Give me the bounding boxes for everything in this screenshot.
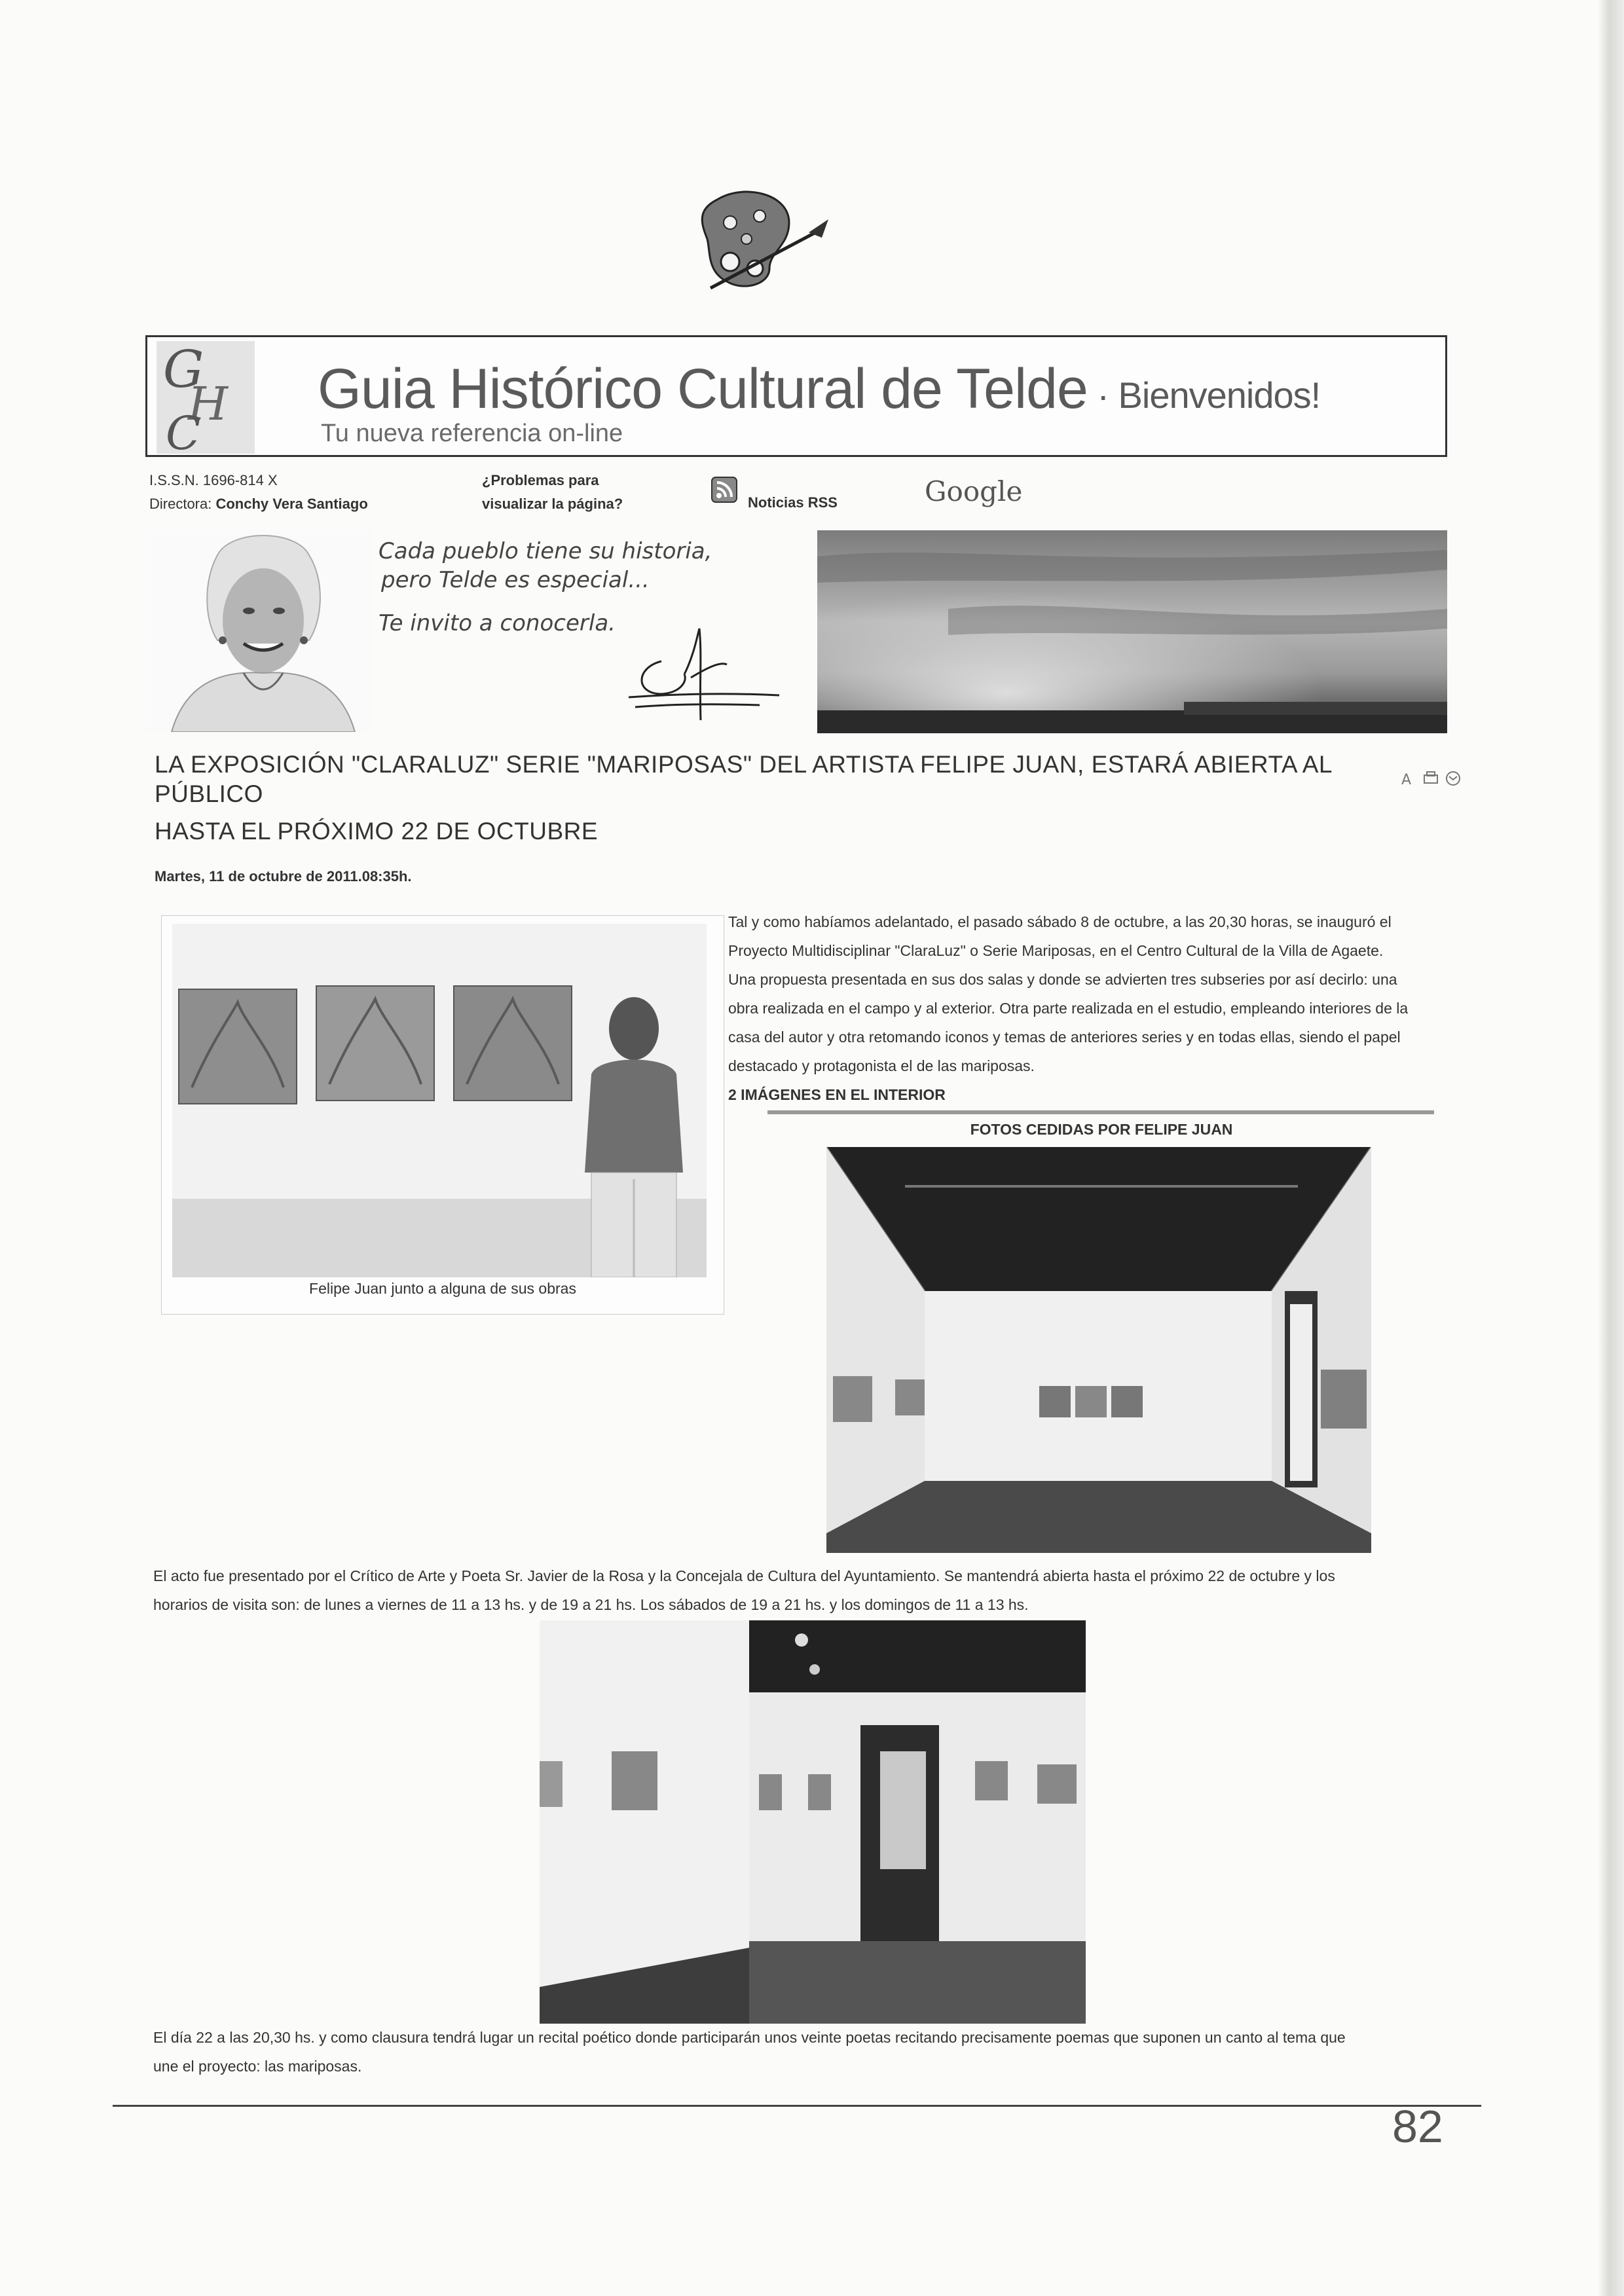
svg-text:G: G: [163, 341, 204, 399]
gallery-interior-photo: [540, 1620, 1086, 2024]
article-headline: [155, 750, 1399, 846]
rss-icon[interactable]: [711, 477, 737, 503]
artist-photo: [172, 924, 707, 1277]
site-subtitle: Tu nueva referencia on-line: [321, 420, 623, 447]
page-bottom-rule: [113, 2105, 1481, 2107]
email-icon[interactable]: [1445, 770, 1462, 787]
photos-credit: FOTOS CEDIDAS POR FELIPE JUAN: [970, 1121, 1233, 1138]
site-title-text: Guia Histórico Cultural de Telde: [318, 357, 1088, 420]
headline-line-2: PÚBLICO: [155, 780, 263, 807]
site-greeting: [1088, 374, 1320, 416]
rss-link[interactable]: Noticias RSS: [748, 494, 838, 511]
schedule-line: horarios de visita son: de lunes a viernes de 11 a 13 hs. y de 19 a 21 hs. Los sábados de 19 a 21 hs. y los domingos de 11 a 13 hs.: [153, 1596, 1029, 1613]
headline-line-3: HASTA EL PRÓXIMO 22 DE OCTUBRE: [155, 818, 599, 845]
intro-line: obra realizada en el campo y al exterior. Otra parte realizada en el estudio, empleando interiores de la: [728, 1000, 1409, 1017]
ghc-logo-icon: [157, 341, 255, 454]
artist-photo-frame: [161, 915, 724, 1315]
slogan-line-1: Cada pueblo tiene su historia,: [378, 538, 712, 564]
closing-line: une el proyecto: las mariposas.: [153, 2058, 362, 2075]
director-name: Conchy Vera Santiago: [215, 496, 368, 512]
font-size-icon[interactable]: [1400, 770, 1417, 787]
article-date: Martes, 11 de octubre de 2011.08:35h.: [155, 868, 412, 884]
article-intro: [728, 907, 1475, 1109]
issn: I.S.S.N. 1696-814 X: [149, 472, 278, 488]
intro-line: Tal y como habíamos adelantado, el pasado sábado 8 de octubre, a las 20,30 horas, se inauguró el: [728, 913, 1392, 930]
display-problems-link[interactable]: [482, 469, 623, 516]
section-divider: [767, 1110, 1434, 1114]
intro-line: destacado y protagonista el de las mariposas.: [728, 1057, 1035, 1074]
article-tools: [1400, 770, 1462, 787]
scan-edge-shadow: [1598, 0, 1624, 2296]
print-icon[interactable]: [1422, 770, 1439, 787]
site-title: [318, 357, 1320, 422]
svg-text:H: H: [188, 377, 229, 431]
greeting-text: Bienvenidos!: [1118, 374, 1321, 416]
slogan-line-3: Te invito a conocerla.: [378, 610, 616, 636]
intro-line: casa del autor y otra retomando iconos y temas de anteriores series y en todas ellas, siendo el papel: [728, 1029, 1401, 1046]
artist-photo-caption: Felipe Juan junto a alguna de sus obras: [309, 1280, 576, 1297]
images-label: 2 IMÁGENES EN EL INTERIOR: [728, 1086, 946, 1103]
google-search-logo[interactable]: Google: [925, 475, 1023, 507]
issn-block: [149, 469, 368, 516]
director-label: Directora:: [149, 496, 212, 512]
palette-mask-logo: [691, 187, 832, 298]
intro-line: Proyecto Multidisciplinar "ClaraLuz" o Serie Mariposas, en el Centro Cultural de la Villa de Agaete.: [728, 942, 1384, 959]
svg-text:A: A: [1401, 772, 1412, 787]
gallery-room-photo: [826, 1147, 1371, 1553]
page-number: 82: [1392, 2101, 1443, 2152]
schedule-line: El acto fue presentado por el Crítico de Arte y Poeta Sr. Javier de la Rosa y la Concejala de Cultura del Ayuntamiento. Se mantendrá abierta hasta el próximo 22 de octubre y los: [153, 1567, 1335, 1584]
headline-line-1: LA EXPOSICIÓN "CLARALUZ" SERIE "MARIPOSAS" DEL ARTISTA FELIPE JUAN, ESTARÁ ABIERTA AL: [155, 751, 1333, 778]
problems-line-2: visualizar la página?: [482, 496, 623, 512]
closing-line: El día 22 a las 20,30 hs. y como clausura tendrá lugar un recital poético donde participarán unos veinte poetas recitando precisamente poemas que suponen un canto al tema que: [153, 2029, 1346, 2046]
telde-sunset-photo: [817, 530, 1447, 733]
slogan-line-2: pero Telde es especial...: [381, 567, 650, 593]
director-line: [149, 492, 368, 516]
problems-line-1: ¿Problemas para: [482, 472, 599, 488]
article-closing: [153, 2023, 1483, 2081]
site-banner[interactable]: [145, 335, 1447, 457]
title-separator: ·: [1087, 374, 1118, 416]
director-portrait: [145, 529, 371, 732]
director-signature: [622, 615, 792, 727]
svg-text:C: C: [166, 407, 201, 454]
article-schedule: [153, 1561, 1483, 1619]
intro-line: Una propuesta presentada en sus dos salas y donde se advierten tres subseries por así decirlo: una: [728, 971, 1397, 988]
